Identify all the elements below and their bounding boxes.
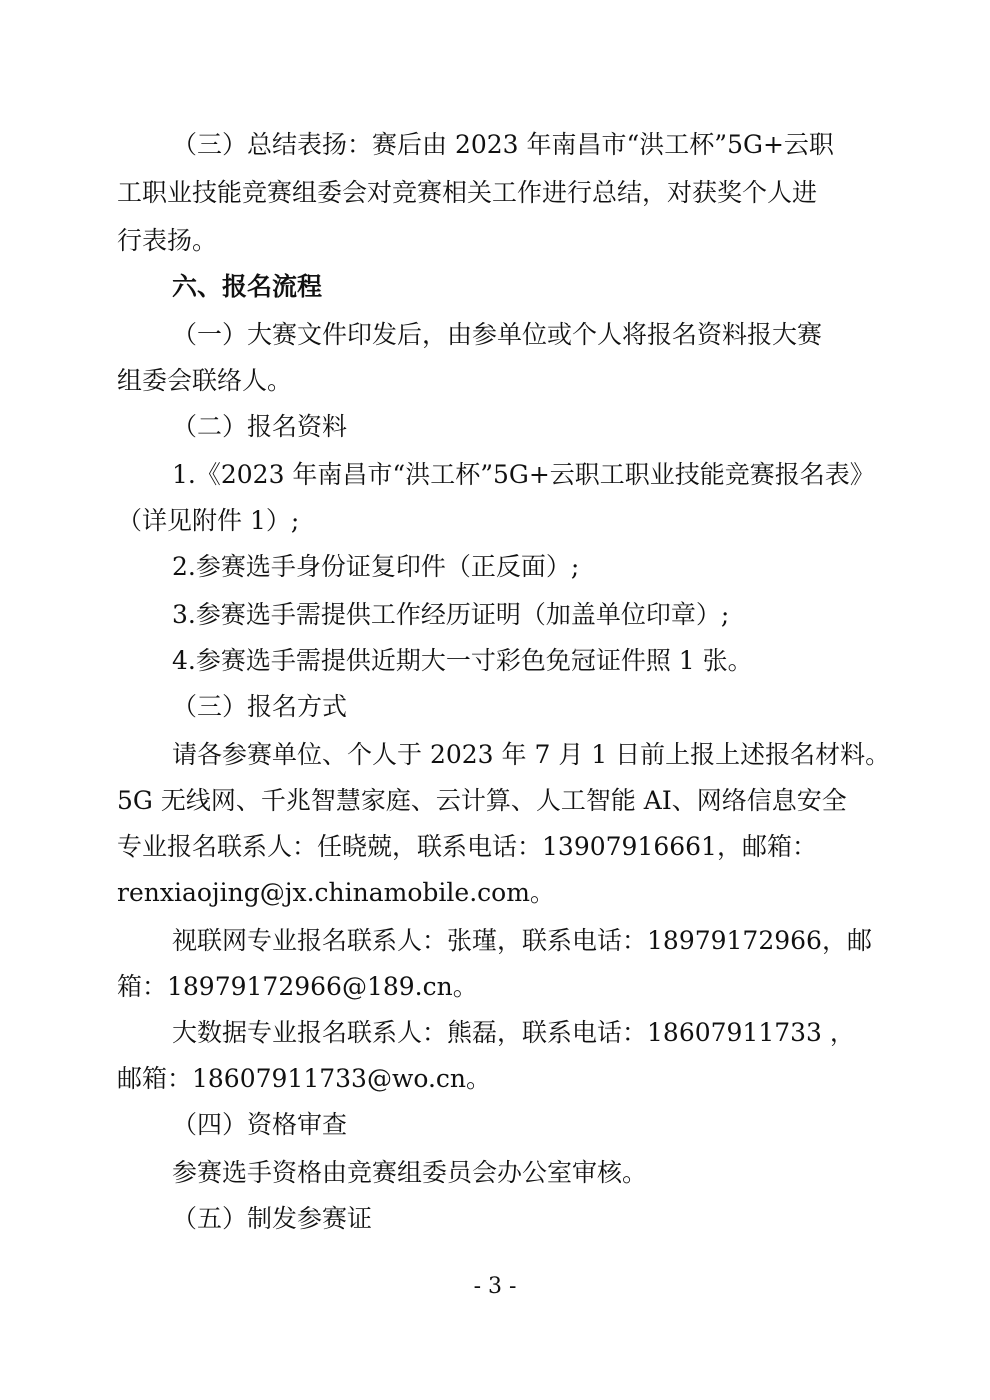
paragraph-line: 请各参赛单位、个人于 2023 年 7 月 1 日前上报上述报名材料。 bbox=[172, 740, 891, 769]
paragraph-line: 工职业技能竞赛组委会对竞赛相关工作进行总结，对获奖个人进 bbox=[117, 178, 818, 207]
email-text: 邮箱：18607911733@wo.cn。 bbox=[117, 1064, 492, 1093]
paragraph-line: （三）总结表扬：赛后由 2023 年南昌市“洪工杯”5G+云职 bbox=[172, 130, 834, 159]
paragraph-line: 参赛选手资格由竞赛组委员会办公室审核。 bbox=[172, 1158, 648, 1187]
paragraph-line: （一）大赛文件印发后，由参单位或个人将报名资料报大赛 bbox=[172, 320, 823, 349]
email-text: renxiaojing@jx.chinamobile.com。 bbox=[117, 878, 555, 907]
email-text: 箱：18979172966@189.cn。 bbox=[117, 972, 478, 1001]
paragraph-line: 组委会联络人。 bbox=[117, 366, 293, 395]
list-item: 4.参赛选手需提供近期大一寸彩色免冠证件照 1 张。 bbox=[172, 646, 753, 675]
list-item: 1.《2023 年南昌市“洪工杯”5G+云职工职业技能竞赛报名表》 bbox=[172, 460, 875, 489]
subsection-heading: （五）制发参赛证 bbox=[172, 1204, 373, 1233]
section-heading: 六、报名流程 bbox=[172, 272, 323, 301]
subsection-heading: （四）资格审查 bbox=[172, 1110, 348, 1139]
paragraph-line: 专业报名联系人：任晓兢，联系电话：13907916661，邮箱： bbox=[117, 832, 817, 861]
paragraph-line: 视联网专业报名联系人：张瑾，联系电话：18979172966，邮 bbox=[172, 926, 872, 955]
list-item: 2.参赛选手身份证复印件（正反面）; bbox=[172, 552, 580, 581]
paragraph-line: 大数据专业报名联系人：熊磊，联系电话：18607911733 ， bbox=[172, 1018, 855, 1047]
list-item: 3.参赛选手需提供工作经历证明（加盖单位印章）; bbox=[172, 600, 730, 629]
subsection-heading: （三）报名方式 bbox=[172, 692, 348, 721]
paragraph-line: （详见附件 1）; bbox=[117, 506, 300, 535]
page-number: - 3 - bbox=[473, 1274, 517, 1299]
subsection-heading: （二）报名资料 bbox=[172, 412, 348, 441]
paragraph-line: 5G 无线网、千兆智慧家庭、云计算、人工智能 AI、网络信息安全 bbox=[117, 786, 847, 815]
paragraph-line: 行表扬。 bbox=[117, 226, 218, 255]
